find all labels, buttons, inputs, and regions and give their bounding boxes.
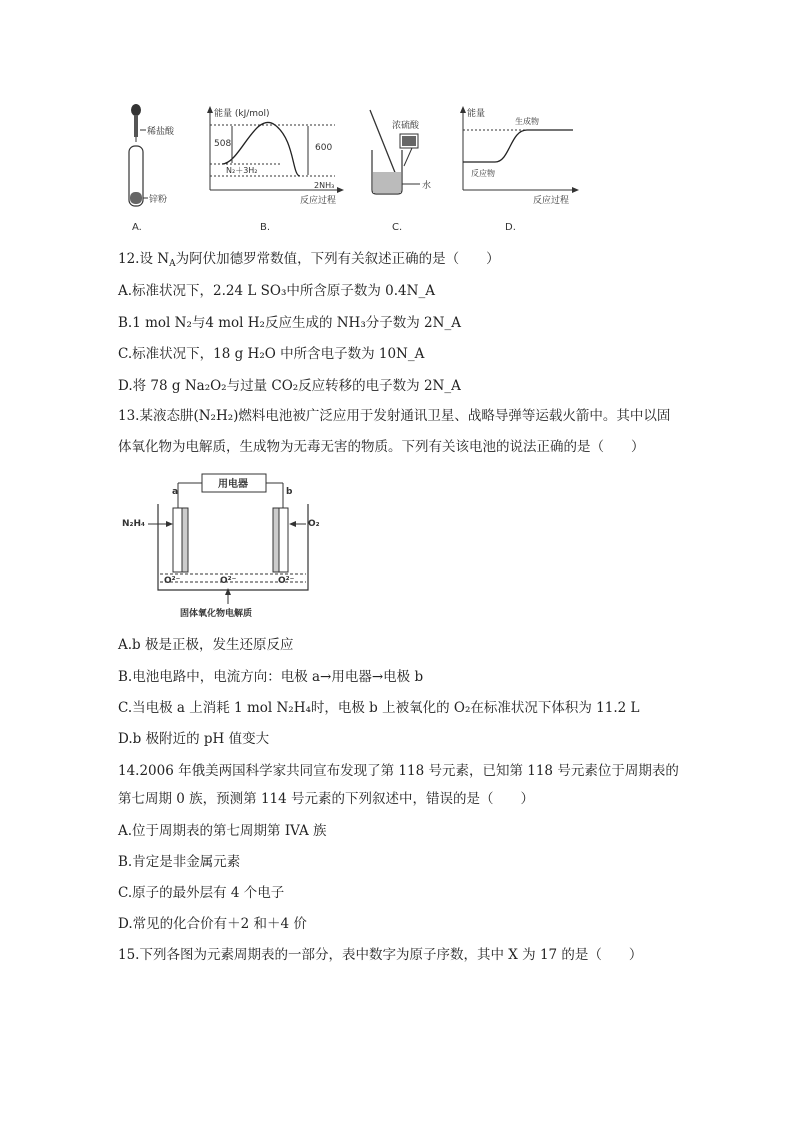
q15-stem: 15.下列各图为元素周期表的一部分，表中数字为原子序数，其中 X 为 17 的是（ ） (118, 947, 643, 963)
process-axis-label: 反应过程 (300, 196, 337, 206)
products-label: 2NH₃ (314, 181, 335, 190)
water-label: 水 (422, 181, 432, 191)
ion-label-right: O²⁻ (278, 576, 295, 586)
electrolyte-label: 固体氧化物电解质 (180, 609, 253, 619)
caption-a: A. (132, 222, 142, 233)
q14-option-a: A.位于周期表的第七周期第 IVA 族 (118, 823, 327, 839)
oxidant-label: O₂ (308, 519, 320, 529)
electrode-a-label: a (172, 487, 179, 497)
q12-option-c: C.标准状况下，18 g H₂O 中所含电子数为 10N_A (118, 346, 425, 362)
release-value: 600 (315, 143, 333, 153)
figure-c-beaker (362, 100, 452, 240)
q13-option-d: D.b 极附近的 pH 值变大 (118, 731, 270, 747)
products-label-d: 生成物 (515, 117, 539, 126)
reactants-label-d: 反应物 (471, 169, 495, 178)
q13-option-b: B.电池电路中，电流方向：电极 a→用电器→电极 b (118, 669, 424, 685)
ion-label-left: O²⁻ (164, 576, 181, 586)
q14-option-c: C.原子的最外层有 4 个电子 (118, 885, 285, 901)
reagent-bottom-label: 锌粉 (149, 195, 168, 205)
q14-option-d: D.常见的化合价有＋2 和＋4 价 (118, 916, 307, 932)
q14-option-b: B.肯定是非金属元素 (118, 854, 241, 870)
q13-option-c: C.当电极 a 上消耗 1 mol N₂H₄时，电极 b 上被氧化的 O₂在标准状况下体积为 11.2 L (118, 700, 640, 716)
process-axis-label-d: 反应过程 (533, 196, 570, 206)
q13-option-a: A.b 极是正极，发生还原反应 (118, 637, 294, 653)
energy-axis-label: 能量 (kJ/mol) (214, 109, 270, 119)
figure-b-energy-diagram (200, 100, 350, 240)
ion-label-mid: O²⁻ (220, 576, 237, 586)
caption-d: D. (505, 222, 516, 233)
q13-stem-line1: 13.某液态肼(N₂H₂)燃料电池被广泛应用于发射通讯卫星、战略导弹等运载火箭中。其中以固 (118, 408, 671, 424)
conc-sulfuric-label: 浓硫酸 (392, 121, 420, 131)
reactants-label: N₂＋3H₂ (226, 166, 258, 175)
fuel-cell-diagram (118, 470, 328, 620)
q14-stem-line2: 第七周期 0 族，预测第 114 号元素的下列叙述中，错误的是（ ） (118, 791, 535, 807)
energy-axis-label-d: 能量 (467, 109, 486, 119)
device-label: 用电器 (218, 479, 248, 490)
barrier-value: 508 (214, 139, 232, 149)
q12-stem: 12.设 $N_A$为阿伏加德罗常数值，下列有关叙述正确的是（ ） (118, 251, 500, 269)
q13-stem-line2: 体氧化物为电解质，生成物为无毒无害的物质。下列有关该电池的说法正确的是（ ） (118, 439, 645, 455)
q12-option-b: B.1 mol N₂与4 mol H₂反应生成的 NH₃分子数为 2N_A (118, 315, 461, 331)
reagent-top-label: 稀盐酸 (147, 127, 175, 137)
figure-d-energy-diagram (455, 100, 585, 240)
caption-c: C. (392, 222, 403, 233)
electrode-b-label: b (286, 487, 293, 497)
q12-option-d: D.将 78 g Na₂O₂与过量 CO₂反应转移的电子数为 2N_A (118, 378, 461, 394)
fuel-label: N₂H₄ (122, 519, 145, 529)
q14-stem-line1: 14.2006 年俄美两国科学家共同宣布发现了第 118 号元素，已知第 118 号元素位于周期表的 (118, 763, 679, 779)
q12-option-a: A.标准状况下，2.24 L SO₃中所含原子数为 0.4N_A (118, 283, 435, 299)
caption-b: B. (260, 222, 271, 233)
figure-a-test-tube (118, 100, 198, 240)
